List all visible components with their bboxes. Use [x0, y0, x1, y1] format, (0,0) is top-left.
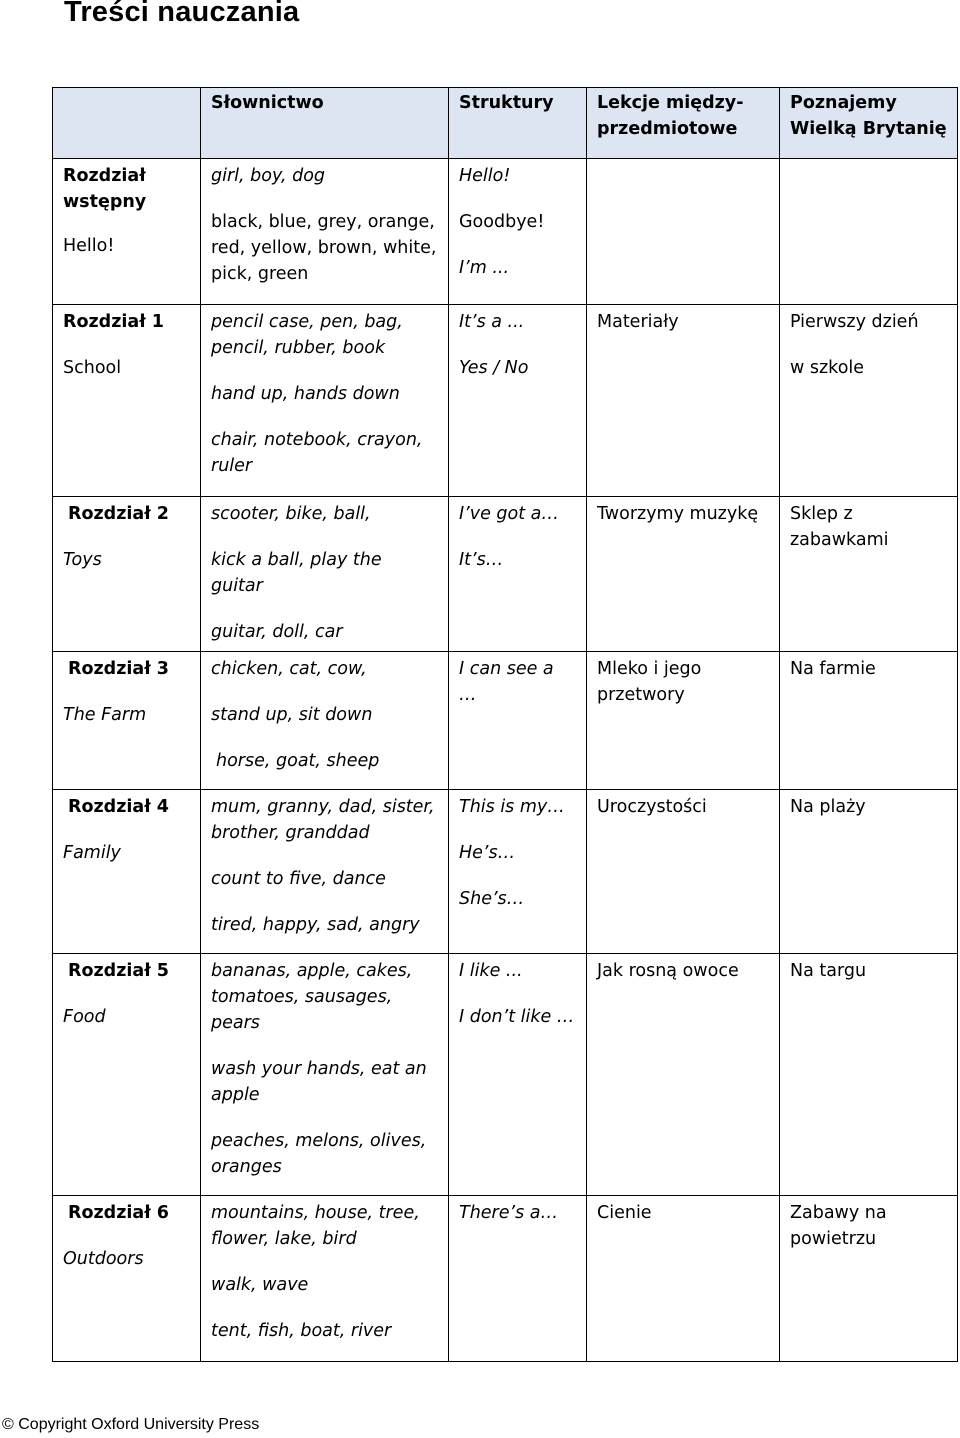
vocab-item: black, blue, grey, orange, red, yellow, brown, white, pick, green — [211, 212, 437, 284]
table-header-row — [53, 88, 958, 159]
cross-curricular-cell: Cienie — [587, 1196, 780, 1362]
table-row — [53, 159, 958, 305]
vocab-item: scooter, bike, ball, — [211, 504, 371, 524]
table-row — [53, 790, 958, 954]
table-row — [53, 497, 958, 652]
chapter-subtitle: School — [63, 358, 122, 378]
header-cross-curricular: Lekcje między-przedmiotowe — [587, 88, 780, 159]
britain-cell: Sklep z zabawkami — [780, 497, 958, 652]
chapter-cell — [53, 159, 201, 305]
structures-cell — [449, 954, 587, 1196]
table-row — [53, 305, 958, 497]
header-chapter — [53, 88, 201, 159]
cross-curricular-cell: Jak rosną owoce — [587, 954, 780, 1196]
chapter-cell — [53, 1196, 201, 1362]
structures-cell — [449, 159, 587, 305]
page-title: Treści nauczania — [64, 0, 300, 28]
structure-item: I’m ... — [459, 258, 510, 278]
vocab-item: count to five, dance — [211, 869, 386, 889]
cross-curricular-cell: Materiały — [587, 305, 780, 497]
structure-item: She’s… — [459, 889, 525, 909]
chapter-title: Rozdział 6 — [68, 1203, 169, 1223]
vocab-item: walk, wave — [211, 1275, 309, 1295]
structures-cell — [449, 790, 587, 954]
chapter-subtitle: Family — [63, 843, 121, 863]
britain-cell: Na targu — [780, 954, 958, 1196]
chapter-subtitle: Toys — [63, 550, 102, 570]
structure-item: I like ... — [459, 961, 523, 981]
structures-cell — [449, 305, 587, 497]
chapter-title: Rozdział 5 — [68, 961, 169, 981]
structure-item: I’ve got a… — [459, 504, 559, 524]
vocab-item: mum, granny, dad, sister, brother, granddad — [211, 797, 435, 843]
britain-cell: Na plaży — [780, 790, 958, 954]
structure-item: Yes / No — [459, 358, 529, 378]
vocab-item: girl, boy, dog — [211, 166, 326, 186]
structure-item: I don’t like … — [459, 1007, 575, 1027]
table-row — [53, 954, 958, 1196]
chapter-cell — [53, 497, 201, 652]
chapter-subtitle: The Farm — [63, 705, 147, 725]
vocab-item: wash your hands, eat an apple — [211, 1059, 427, 1105]
chapter-title: Rozdział 4 — [68, 797, 169, 817]
vocab-item: mountains, house, tree, flower, lake, bird — [211, 1203, 420, 1249]
chapter-title: Rozdział wstępny — [63, 166, 147, 212]
britain-item: Pierwszy dzień — [790, 312, 919, 332]
cross-curricular-cell: Uroczystości — [587, 790, 780, 954]
vocab-item: tent, fish, boat, river — [211, 1321, 392, 1341]
vocab-item: chair, notebook, crayon, ruler — [211, 430, 423, 476]
table-row — [53, 1196, 958, 1362]
chapter-subtitle: Hello! — [63, 236, 115, 256]
chapter-subtitle: Food — [63, 1007, 106, 1027]
structures-cell — [449, 1196, 587, 1362]
structures-cell — [449, 497, 587, 652]
vocab-cell — [201, 954, 449, 1196]
vocab-item: horse, goat, sheep — [216, 751, 380, 771]
vocab-cell — [201, 652, 449, 790]
chapter-cell — [53, 652, 201, 790]
structure-item: There’s a… — [459, 1203, 558, 1223]
britain-item: w szkole — [790, 358, 865, 378]
vocab-item: pencil case, pen, bag, pencil, rubber, book — [211, 312, 403, 358]
header-structures: Struktury — [449, 88, 587, 159]
vocab-item: tired, happy, sad, angry — [211, 915, 420, 935]
vocab-item: peaches, melons, olives, oranges — [211, 1131, 427, 1177]
structure-item: This is my… — [459, 797, 565, 817]
header-vocabulary: Słownictwo — [201, 88, 449, 159]
chapter-cell — [53, 305, 201, 497]
vocab-cell — [201, 790, 449, 954]
structure-item: It’s… — [459, 550, 504, 570]
header-britain: Poznajemy Wielką Brytanię — [780, 88, 958, 159]
structure-item: He’s… — [459, 843, 516, 863]
vocab-cell — [201, 1196, 449, 1362]
vocab-item: chicken, cat, cow, — [211, 659, 367, 679]
chapter-title: Rozdział 2 — [68, 504, 169, 524]
vocab-item: hand up, hands down — [211, 384, 400, 404]
vocab-cell — [201, 159, 449, 305]
britain-cell: Zabawy na powietrzu — [780, 1196, 958, 1362]
britain-cell: Na farmie — [780, 652, 958, 790]
structure-item: Goodbye! — [459, 212, 545, 232]
chapter-subtitle: Outdoors — [63, 1249, 144, 1269]
vocab-cell — [201, 305, 449, 497]
chapter-title: Rozdział 3 — [68, 659, 169, 679]
structure-item: I can see a … — [459, 659, 554, 705]
structure-item: Hello! — [459, 166, 511, 186]
table-row — [53, 652, 958, 790]
cross-curricular-cell — [587, 159, 780, 305]
vocab-item: bananas, apple, cakes, tomatoes, sausages, pears — [211, 961, 413, 1033]
chapter-cell — [53, 790, 201, 954]
vocab-item: guitar, doll, car — [211, 622, 343, 642]
britain-cell — [780, 159, 958, 305]
vocab-item: stand up, sit down — [211, 705, 373, 725]
britain-cell — [780, 305, 958, 497]
vocab-cell — [201, 497, 449, 652]
structure-item: It’s a ... — [459, 312, 525, 332]
copyright-footer: © Copyright Oxford University Press — [2, 1416, 260, 1433]
vocab-item: kick a ball, play the guitar — [211, 550, 382, 596]
chapter-title: Rozdział 1 — [63, 312, 164, 332]
syllabus-table — [52, 87, 958, 1362]
cross-curricular-cell: Tworzymy muzykę — [587, 497, 780, 652]
structures-cell — [449, 652, 587, 790]
cross-curricular-cell: Mleko i jego przetwory — [587, 652, 780, 790]
chapter-cell — [53, 954, 201, 1196]
